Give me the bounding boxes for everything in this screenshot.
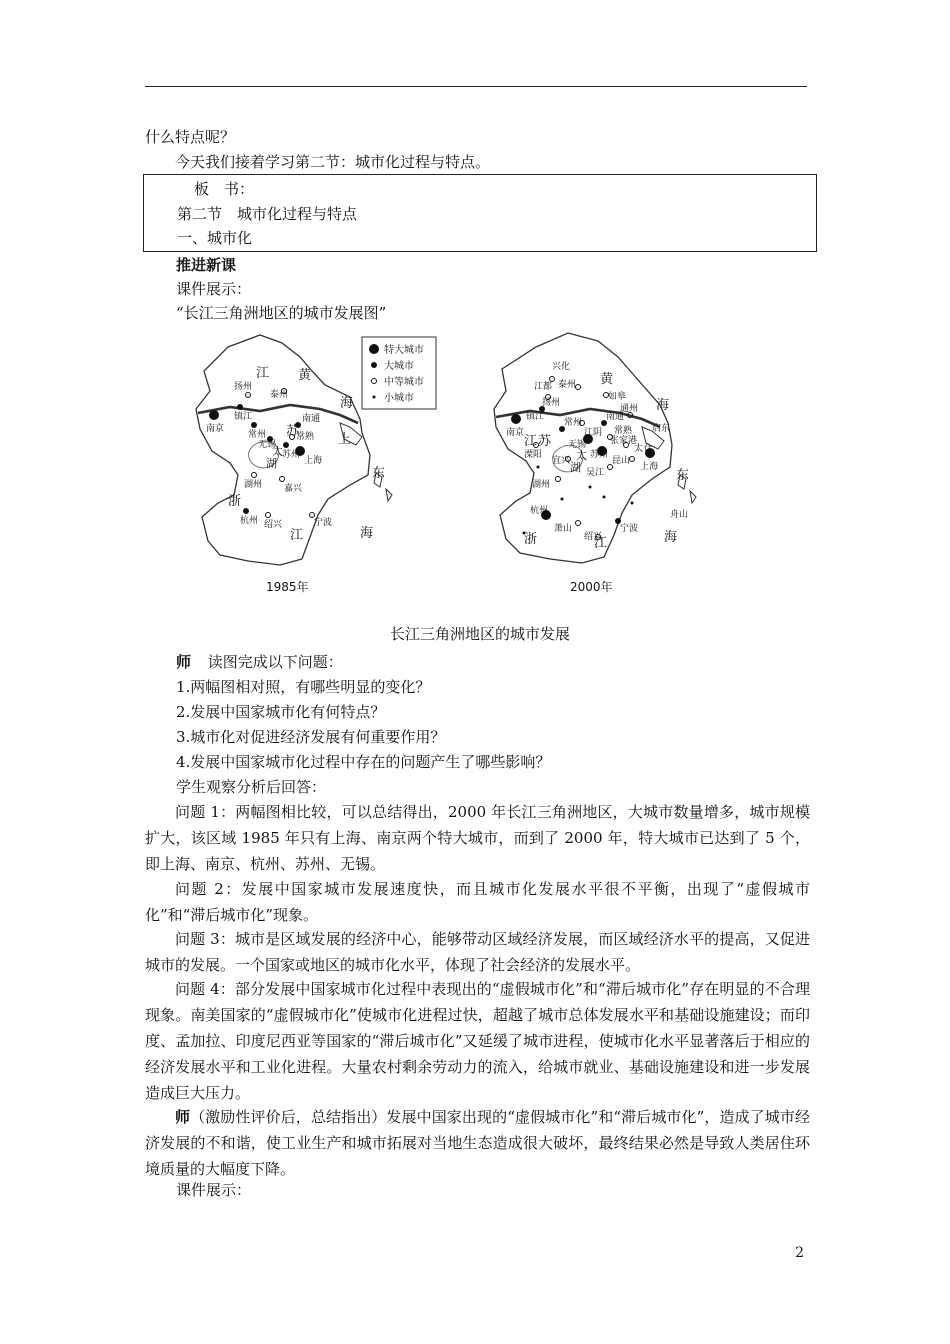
- question-3: 3.城市化对促进经济发展有何重要作用？: [176, 728, 446, 746]
- svg-text:江阴: 江阴: [584, 428, 603, 438]
- question-4: 4.发展中国家城市化过程中存在的问题产生了哪些影响？: [176, 753, 551, 771]
- svg-text:苏: 苏: [286, 424, 300, 439]
- svg-text:舟山: 舟山: [670, 510, 689, 520]
- city-dot-ningbo-1985: [310, 513, 315, 518]
- svg-text:无锡: 无锡: [568, 440, 587, 450]
- svg-text:昆山: 昆山: [612, 456, 631, 466]
- board-box: [143, 174, 817, 252]
- summary-text: （激励性评价后，总结指出）发展中国家出现的“虚假城市化”和“滞后城市化”，造成了城市经济发展的不和谐，使工业生产和城市拓展对当地生态造成很大破坏，最终结果必然是导致人类居住环境质量的大幅度下降。: [145, 1108, 810, 1178]
- legend-dot-large: [371, 362, 377, 368]
- svg-text:扬州: 扬州: [234, 382, 253, 392]
- svg-text:通州: 通州: [620, 404, 639, 414]
- legend-dot-megacity: [369, 344, 379, 354]
- city-dot-zhenjiang-1985: [237, 404, 243, 410]
- svg-text:无锡: 无锡: [258, 440, 277, 450]
- map-2000-year: 2000年: [570, 580, 613, 594]
- svg-text:大城市: 大城市: [384, 361, 414, 372]
- svg-text:江: 江: [594, 536, 608, 551]
- board-item: 一、城市化: [177, 229, 253, 247]
- svg-text:特大城市: 特大城市: [384, 345, 424, 356]
- svg-text:镇江: 镇江: [526, 412, 545, 422]
- answer-2: 问题 2：发展中国家城市发展速度快，而且城市化发展水平很不平衡，出现了“虚假城市化”和“滞后城市化”现象。: [145, 880, 810, 924]
- board-section: 第二节 城市化过程与特点: [177, 205, 358, 223]
- city-dot-yangzhou-1985: [246, 393, 251, 398]
- svg-text:镇江: 镇江: [234, 412, 253, 422]
- figure-title: “长江三角洲地区的城市发展图”: [176, 304, 387, 322]
- svg-text:南京: 南京: [506, 428, 525, 438]
- svg-text:宁波: 宁波: [314, 518, 333, 528]
- courseware-label-1: 课件展示：: [176, 280, 252, 298]
- svg-text:太: 太: [272, 445, 283, 458]
- svg-text:常州: 常州: [564, 418, 583, 428]
- svg-text:海: 海: [656, 398, 670, 413]
- svg-text:南通: 南通: [606, 412, 625, 422]
- svg-text:浙: 浙: [524, 532, 538, 547]
- svg-text:太: 太: [576, 449, 587, 462]
- svg-text:绍兴: 绍兴: [584, 532, 603, 542]
- svg-text:湖: 湖: [266, 457, 277, 470]
- teacher-prompt: [176, 652, 343, 672]
- intro-line-2: 今天我们接着学习第二节：城市化过程与特点。: [175, 153, 491, 171]
- svg-text:海: 海: [360, 526, 374, 541]
- figure-caption: 长江三角洲地区的城市发展: [390, 625, 571, 643]
- svg-text:绍兴: 绍兴: [264, 520, 283, 530]
- svg-text:江: 江: [256, 366, 270, 381]
- city-development-maps: [190, 327, 750, 597]
- svg-text:常熟: 常熟: [614, 426, 633, 436]
- svg-text:泰州: 泰州: [558, 380, 577, 390]
- svg-text:湖州: 湖州: [532, 480, 551, 490]
- answer-4: 问题 4：部分发展中国家城市化过程中表现出的“虚假城市化”和“滞后城市化”存在明显的不合理现象。南美国家的“虚假城市化”使城市化进程过快，超越了城市总体发展水平和基础设施建设；而印度、孟加拉、印度尼西亚等国家的“滞后城市化”又延缓了城市进程，使城市化水平显著落后于相应的经济发展水平和工业化进程。大量农村剩余劳动力的流入，给城市就业、基础设施建设和进一步发展造成巨大压力。: [145, 980, 810, 1102]
- svg-text:兴化: 兴化: [552, 362, 571, 372]
- svg-text:南通: 南通: [302, 414, 321, 424]
- svg-text:海: 海: [340, 396, 354, 411]
- svg-text:南京: 南京: [206, 424, 225, 434]
- svg-text:扬州: 扬州: [542, 398, 561, 408]
- svg-text:海: 海: [664, 530, 678, 545]
- svg-text:常熟: 常熟: [296, 432, 315, 442]
- summary-teacher-label: 师: [175, 1108, 191, 1126]
- svg-text:江都: 江都: [534, 382, 553, 392]
- city-dot-huzhou-1985: [252, 473, 257, 478]
- svg-text:嘉兴: 嘉兴: [284, 484, 303, 494]
- svg-text:溧阳: 溧阳: [524, 450, 543, 460]
- city-dot-nanjing-1985: [209, 410, 219, 420]
- svg-text:张家港: 张家港: [610, 436, 638, 446]
- svg-text:上海: 上海: [304, 456, 323, 466]
- svg-text:东: 东: [372, 466, 386, 481]
- svg-text:黄: 黄: [298, 368, 312, 383]
- teacher-label: 师: [176, 653, 192, 671]
- students-answer-intro: 学生观察分析后回答：: [176, 778, 327, 796]
- svg-text:江: 江: [290, 528, 304, 543]
- page-number: 2: [795, 1245, 804, 1261]
- map-2000-small-dots: [523, 466, 634, 535]
- svg-text:黄: 黄: [600, 372, 614, 387]
- svg-text:吴江: 吴江: [586, 468, 605, 478]
- svg-text:杭州: 杭州: [530, 506, 549, 516]
- map-1985-year: 1985年: [266, 580, 309, 594]
- prompt-text: 读图完成以下问题：: [207, 653, 343, 671]
- legend-dot-small: [373, 396, 376, 399]
- city-dot-shaoxing-1985: [266, 513, 271, 518]
- city-dot-hangzhou-1985: [243, 508, 249, 514]
- answer-1: 问题 1：两幅图相比较，可以总结得出，2000 年长江三角洲地区，大城市数量增多，城市规模扩大，该区域 1985 年只有上海、南京两个特大城市，而到了 2000 年，特大城市已达到了 5 个，即上海、南京、杭州、苏州、无锡。: [145, 803, 810, 873]
- answer-3: 问题 3：城市是区域发展的经济中心，能够带动区域经济发展，而区域经济水平的提高，又促进城市的发展。一个国家或地区的城市化水平，体现了社会经济的发展水平。: [145, 930, 810, 974]
- svg-text:湖州: 湖州: [244, 480, 263, 490]
- svg-text:小城市: 小城市: [384, 393, 414, 404]
- intro-line-1: 什么特点呢？: [145, 128, 236, 146]
- svg-text:宁波: 宁波: [620, 524, 639, 534]
- svg-text:湖: 湖: [570, 461, 581, 474]
- svg-text:浙: 浙: [228, 494, 242, 509]
- svg-text:上海: 上海: [640, 462, 659, 472]
- new-lesson-title: 推进新课: [176, 256, 237, 274]
- svg-text:上: 上: [338, 432, 352, 447]
- svg-text:泰州: 泰州: [270, 390, 289, 400]
- board-heading: 板 书：: [194, 180, 255, 198]
- svg-text:常州: 常州: [248, 430, 267, 440]
- svg-text:苏州: 苏州: [590, 450, 609, 460]
- svg-text:苏: 苏: [538, 434, 552, 449]
- svg-text:东: 东: [676, 468, 690, 483]
- svg-text:苏州: 苏州: [282, 450, 301, 460]
- city-dot-nanjing-2000: [511, 414, 521, 424]
- svg-text:中等城市: 中等城市: [384, 377, 424, 388]
- svg-text:太仓: 太仓: [634, 444, 653, 454]
- courseware-label-2: 课件展示：: [176, 1181, 252, 1199]
- city-dot-jiaxing-1985: [280, 477, 285, 482]
- header-rule: [145, 86, 807, 87]
- question-2: 2.发展中国家城市化有何特点？: [176, 703, 386, 721]
- teacher-summary: [145, 1104, 810, 1182]
- svg-text:杭州: 杭州: [240, 516, 259, 526]
- city-dot-changzhou-1985: [251, 422, 257, 428]
- question-1: 1.两幅图相对照，有哪些明显的变化？: [176, 678, 431, 696]
- svg-text:启东: 启东: [652, 424, 671, 434]
- svg-text:宜兴: 宜兴: [552, 456, 571, 466]
- city-dot-suzhou-1985: [283, 442, 289, 448]
- svg-text:如皋: 如皋: [608, 392, 627, 402]
- svg-text:萧山: 萧山: [554, 524, 573, 534]
- svg-text:江: 江: [524, 434, 538, 449]
- map-2000-city-labels: [506, 360, 688, 542]
